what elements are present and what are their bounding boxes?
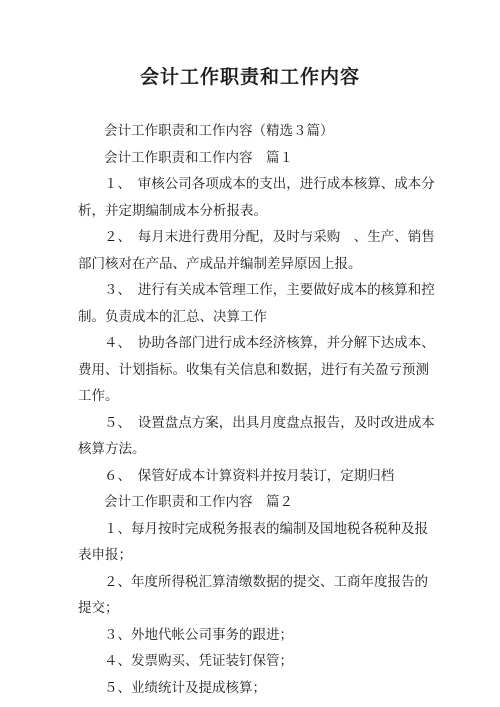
paragraph-line: 提交；: [78, 600, 119, 616]
document-title: 会计工作职责和工作内容: [139, 66, 360, 88]
paragraph-line: ３、 进行有关成本管理工作，主要做好成本的核算和控: [104, 282, 435, 298]
paragraph-line: ２、 每月末进行费用分配，及时与采购 、生产、销售: [104, 229, 435, 245]
paragraph-line: ４、发票购买、凭证装钉保管；: [104, 653, 293, 669]
paragraph-line: 表申报；: [78, 547, 132, 563]
paragraph-line: 核算方法。: [78, 441, 146, 457]
paragraph-line: 部门核对在产品、产成品并编制差异原因上报。: [78, 255, 362, 272]
paragraph-line: ３、外地代帐公司事务的跟进；: [104, 626, 293, 643]
section-heading: 会计工作职责和工作内容 篇１: [104, 149, 293, 166]
paragraph-line: ４、 协助各部门进行成本经济核算，并分解下达成本、: [104, 335, 435, 351]
paragraph-line: １、每月按时完成税务报表的编制及国地税各税种及报: [104, 520, 428, 537]
paragraph-line: １、 审核公司各项成本的支出，进行成本核算、成本分: [104, 176, 435, 192]
paragraph-line: ６、 保管好成本计算资料并按月装订，定期归档: [104, 467, 395, 484]
document-body: [78, 118, 435, 701]
paragraph-line: ５、业绩统计及提成核算；: [104, 679, 266, 696]
document-subtitle: 会计工作职责和工作内容（精选３篇）: [104, 123, 334, 139]
paragraph-line: 工作。: [78, 388, 119, 404]
paragraph-line: 制。负责成本的汇总、决算工作: [78, 308, 267, 325]
paragraph-line: ２、年度所得税汇算清缴数据的提交、工商年度报告的: [104, 573, 428, 590]
paragraph-line: 费用、计划指标。收集有关信息和数据，进行有关盈亏预测: [78, 361, 429, 378]
section-heading: 会计工作职责和工作内容 篇２: [104, 494, 293, 510]
paragraph-line: 析，并定期编制成本分析报表。: [78, 202, 267, 219]
paragraph-line: ５、 设置盘点方案，出具月度盘点报告，及时改进成本: [104, 414, 435, 431]
